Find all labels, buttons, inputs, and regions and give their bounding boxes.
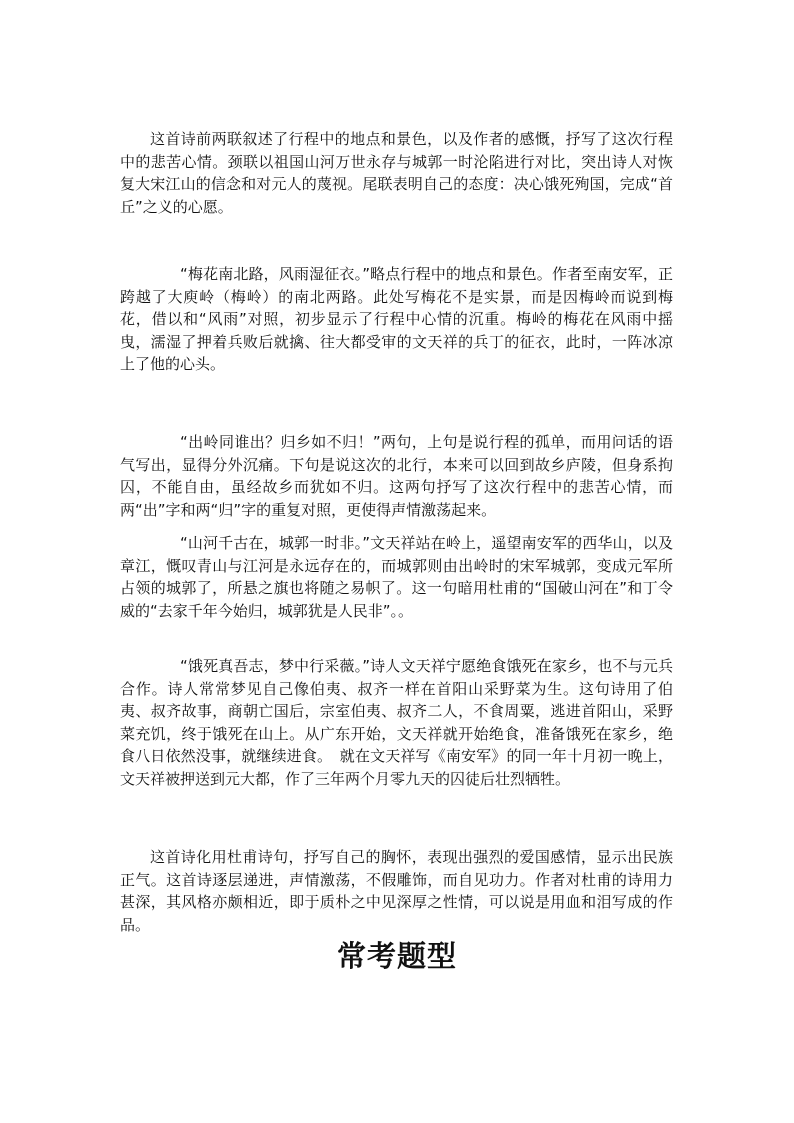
analysis-paragraph-line-four: “饿死真吾志，梦中行采薇。”诗人文天祥宁愿绝食饿死在家乡，也不与元兵合作。诗人常常梦见自己像伯夷、叔齐一样在首阳山采野菜为生。这句诗用了伯夷、叔齐故事，商朝亡国后，宗室伯夷、叔齐二人，不食周粟，逃进首阳山，采野菜充饥，终于饿死在山上。从广东开始，文天祥就开始绝食，准备饿死在家乡，绝食八日依然没事，就继续进食。 就在文天祥写《南安军》的同一年十月初一晚上，文天祥被押送到元大都，作了三年两个月零九天的囚徒后壮烈牺牲。 [120, 657, 673, 788]
analysis-paragraph-summary: 这首诗化用杜甫诗句，抒写自己的胸怀，表现出强烈的爱国感情，显示出民族正气。这首诗逐层递进，声情激荡，不假雕饰，而自见功力。作者对杜甫的诗用力甚深，其风格亦颇相近，即于质朴之中见深厚之性情，可以说是用血和泪写成的作品。 [120, 848, 673, 934]
analysis-paragraph-line-one: “梅花南北路，风雨湿征衣。”略点行程中的地点和景色。作者至南安军，正跨越了大庾岭（梅岭）的南北两路。此处写梅花不是实景，而是因梅岭而说到梅花，借以和“风雨”对照，初步显示了行程中心情的沉重。梅岭的梅花在风雨中摇曳，濡湿了押着兵败后就擒、往大都受审的文天祥的兵丁的征衣，此时，一阵冰凉上了他的心头。 [120, 265, 673, 373]
section-heading: 常考题型 [336, 939, 457, 973]
analysis-paragraph-line-three: “山河千古在，城郭一时非。”文天祥站在岭上，遥望南安军的西华山，以及章江，慨叹青山与江河是永远存在的，而城郭则由出岭时的宋军城郭，变成元军所占领的城郭了，所悬之旗也将随之易帜了。这一句暗用杜甫的“国破山河在”和丁令威的“去家千年今始归，城郭犹是人民非”。。 [120, 534, 673, 620]
analysis-paragraph-overview: 这首诗前两联叙述了行程中的地点和景色，以及作者的感慨，抒写了这次行程中的悲苦心情。颈联以祖国山河万世永存与城郭一时沦陷进行对比，突出诗人对恢复大宋江山的信念和对元人的蔑视。尾联表明自己的态度：决心饿死殉国，完成“首丘”之义的心愿。 [120, 130, 673, 216]
analysis-paragraph-line-two: “出岭同谁出？归乡如不归！”两句，上句是说行程的孤单，而用问话的语气写出，显得分外沉痛。下句是说这次的北行，本来可以回到故乡庐陵，但身系拘囚，不能自由，虽经故乡而犹如不归。这两句抒写了这次行程中的悲苦心情，而两“出”字和两“归”字的重复对照，更使得声情激荡起来。 [120, 433, 673, 519]
